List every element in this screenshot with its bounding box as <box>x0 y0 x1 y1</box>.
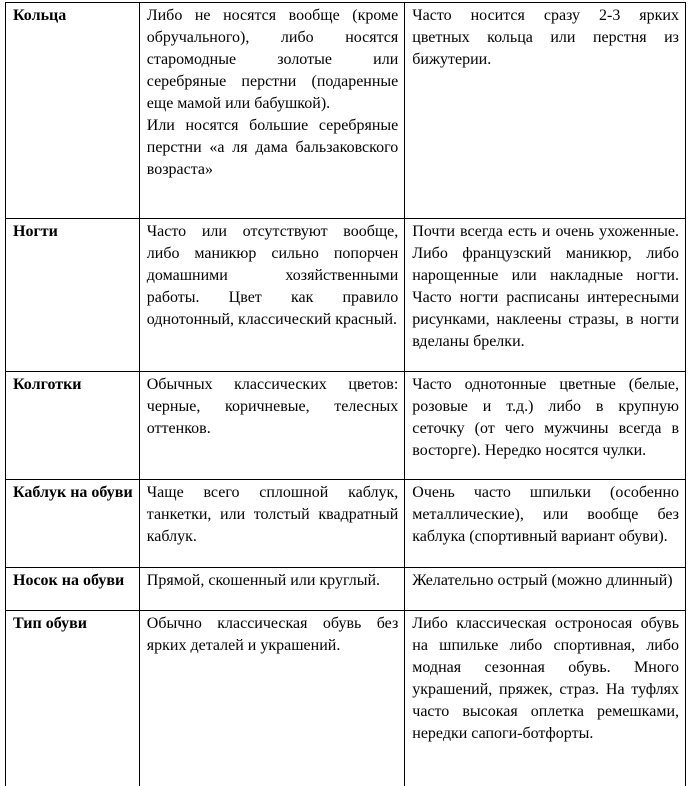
table-row <box>6 3 686 219</box>
description-cell: Либо классическая остроносая обувь на шпильке либо спортивная, либо модная сезонная обувь. Много украшений, пряжек, страз. На туфлях часто высокая оплетка ремешками, нередки сапоги-ботфорты. <box>405 611 686 786</box>
table-row <box>6 480 686 568</box>
description-cell: Обычно классическая обувь без ярких деталей и украшений. <box>139 611 405 786</box>
description-cell: Желательно острый (можно длинный) <box>405 568 686 611</box>
description-cell <box>139 3 405 219</box>
description-cell: Часто или отсутствуют вообще, либо маникюр сильно попорчен домашними хозяйственными работы. Цвет как правило однотонный, классический красный. <box>139 219 405 372</box>
table-row <box>6 611 686 786</box>
paragraph: Либо не носятся вообще (кроме обручального), либо носятся старомодные золотые или серебряные перстни (подаренные еще мамой или бабушкой). <box>146 7 399 112</box>
category-cell: Кольца <box>6 3 140 219</box>
table-row <box>6 568 686 611</box>
comparison-table <box>5 2 686 786</box>
table-row <box>6 219 686 372</box>
table-row <box>6 372 686 480</box>
category-cell: Каблук на обуви <box>6 480 140 568</box>
paragraph: Или носятся большие серебряные перстни «а ля дама бальзаковского возраста» <box>146 117 399 178</box>
category-cell: Ногти <box>6 219 140 372</box>
description-cell: Очень часто шпильки (особенно металлические), или вообще без каблука (спортивный вариант обуви). <box>405 480 686 568</box>
category-cell: Носок на обуви <box>6 568 140 611</box>
description-cell: Часто носится сразу 2-3 ярких цветных кольца или перстня из бижутерии. <box>405 3 686 219</box>
category-cell: Колготки <box>6 372 140 480</box>
description-cell: Обычных классических цветов: черные, коричневые, телесных оттенков. <box>139 372 405 480</box>
description-cell: Прямой, скошенный или круглый. <box>139 568 405 611</box>
category-cell: Тип обуви <box>6 611 140 786</box>
description-cell: Чаще всего сплошной каблук, танкетки, или толстый квадратный каблук. <box>139 480 405 568</box>
description-cell: Часто однотонные цветные (белые, розовые и т.д.) либо в крупную сеточку (от чего мужчины всегда в восторге). Нередко носятся чулки. <box>405 372 686 480</box>
description-cell: Почти всегда есть и очень ухоженные. Либо французский маникюр, либо нарощенные или накладные ногти. Часто ногти расписаны интересными рисунками, наклеены стразы, в ногти вделаны брелки. <box>405 219 686 372</box>
